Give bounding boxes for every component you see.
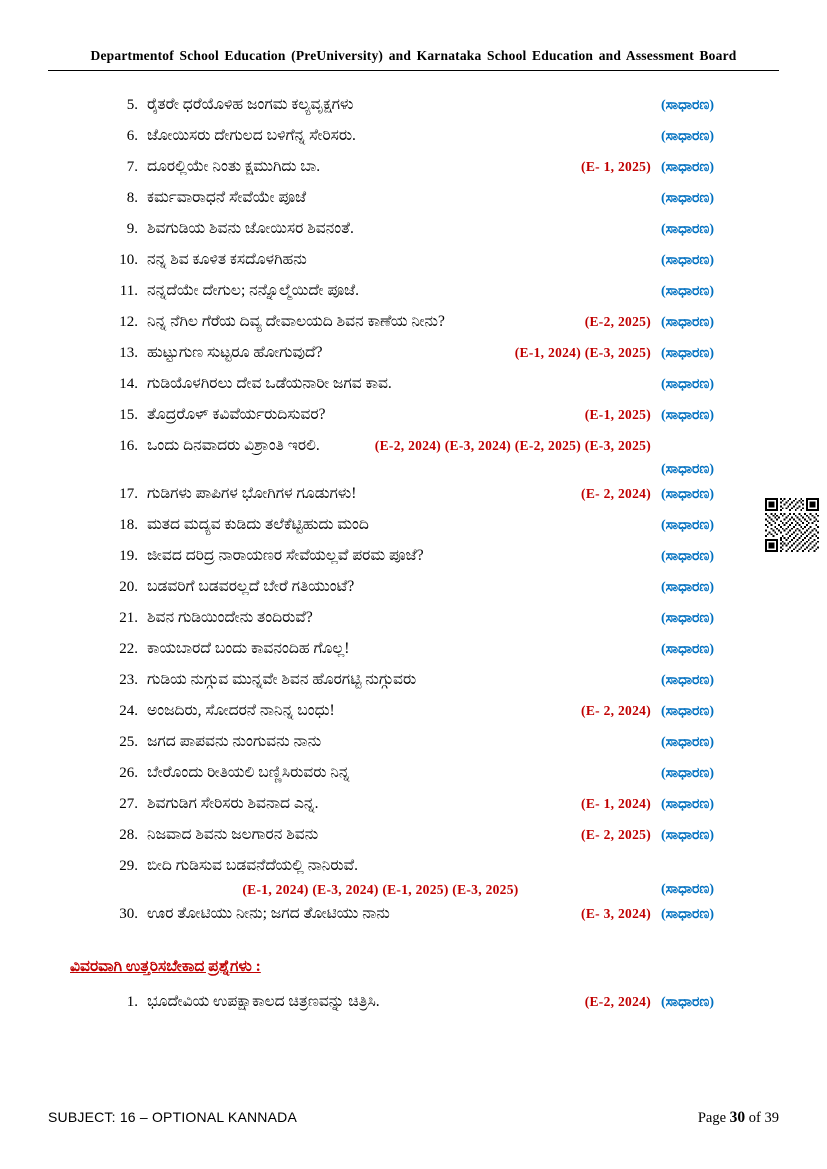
question-text: ಶಿವಗುಡಿಗ ಸೇರಿಸರು ಶಿವನಾದ ಎನ್ನ. bbox=[147, 795, 319, 812]
list-item-continuation bbox=[110, 462, 745, 478]
question-text: ಜೋಯಿಸರು ದೇಗುಲದ ಬಳಿಗೆನ್ನ ಸೇರಿಸರು. bbox=[147, 127, 356, 144]
list-item-continuation bbox=[110, 882, 745, 898]
question-codes: (E- 1, 2025) bbox=[581, 159, 651, 174]
question-codes: (E- 2, 2025) bbox=[581, 827, 651, 842]
page-footer bbox=[48, 1109, 779, 1127]
question-number: 13. bbox=[119, 345, 138, 361]
footer-page-number: 30 bbox=[729, 1109, 746, 1126]
question-number: 6. bbox=[126, 128, 138, 144]
question-number: 28. bbox=[119, 827, 138, 843]
list-item bbox=[110, 341, 745, 371]
question-text: ಗುಡಿಯೊಳಗಿರಲು ದೇವ ಒಡೆಯನಾರೀ ಜಗವ ಕಾವ. bbox=[147, 375, 392, 392]
question-level: (ಸಾಧಾರಣ) bbox=[661, 160, 715, 175]
question-number: 21. bbox=[119, 610, 138, 626]
question-text: ನಿನ್ನ ನೆಗಿಲ ಗೆರೆಯ ದಿವ್ಯ ದೇವಾಲಯದಿ ಶಿವನ ಕಾಣೆಯ ನೀನು? bbox=[147, 313, 445, 330]
question-text: ಗುಡಿಗಳು ಪಾಪಿಗಳ ಭೋಗಿಗಳ ಗೂಡುಗಳು! bbox=[147, 485, 357, 502]
question-codes-continued bbox=[110, 462, 661, 478]
question-level: (ಸಾಧಾರಣ) bbox=[661, 98, 715, 113]
question-text: ಕಾಯಬಾರದೆ ಬಂದು ಕಾವನಂದಿಹ ಗೊಲ್ಲ! bbox=[147, 640, 350, 657]
list-item bbox=[110, 990, 745, 1020]
question-text: ನಿಜವಾದ ಶಿವನು ಜಲಗಾರನ ಶಿವನು bbox=[147, 826, 319, 843]
question-level: (ಸಾಧಾರಣ) bbox=[661, 673, 715, 688]
question-text: ರೈತರೇ ಧರೆಯೊಳಿಹ ಜಂಗಮ ಕಲ್ಯವೃಕ್ಷಗಳು bbox=[147, 96, 354, 113]
list-item bbox=[110, 823, 745, 853]
question-text: ನನ್ನ ಶಿವ ಕೂಳಿತ ಕಸದೊಳಗಿಹನು bbox=[147, 251, 307, 268]
question-number: 14. bbox=[119, 376, 138, 392]
question-number: 26. bbox=[119, 765, 138, 781]
question-text: ಮತದ ಮದ್ಯವ ಕುಡಿದು ತಲೆಕೆಟ್ಟಿಹುದು ಮಂದಿ bbox=[147, 516, 369, 533]
question-level: (ಸಾಧಾರಣ) bbox=[661, 828, 715, 843]
question-number: 1. bbox=[126, 994, 138, 1010]
question-number: 20. bbox=[119, 579, 138, 595]
list-item bbox=[110, 372, 745, 402]
question-level: (ಸಾಧಾರಣ) bbox=[661, 995, 715, 1010]
list-item bbox=[110, 186, 745, 216]
question-level: (ಸಾಧಾರಣ) bbox=[661, 487, 715, 502]
question-number: 10. bbox=[119, 252, 138, 268]
list-item bbox=[110, 124, 745, 154]
question-number: 16. bbox=[119, 438, 138, 454]
question-text: ಅಂಜದಿರು, ಸೋದರನೆ ನಾನಿನ್ನ ಬಂಧು! bbox=[147, 702, 335, 719]
question-text: ಜೀವದ ದರಿದ್ರ ನಾರಾಯಣರ ಸೇವೆಯಲ್ಲವೆ ಪರಮ ಪೂಜೆ? bbox=[147, 547, 424, 564]
question-level: (ಸಾಧಾರಣ) bbox=[661, 377, 715, 392]
question-level: (ಸಾಧಾರಣ) bbox=[661, 518, 715, 533]
list-item bbox=[110, 854, 745, 884]
question-text: ಬೇರೊಂದು ರೀತಿಯಲಿ ಬಣ್ಣಿಸಿರುವರು ನಿನ್ನ bbox=[147, 764, 350, 781]
question-number: 9. bbox=[126, 221, 138, 237]
question-number: 18. bbox=[119, 517, 138, 533]
qr-code-icon bbox=[765, 498, 819, 552]
question-text: ಬಡವರಿಗೆ ಬಡವರಲ್ಲದೆ ಬೇರೆ ಗತಿಯುಂಟೆ? bbox=[147, 578, 355, 595]
list-item bbox=[110, 575, 745, 605]
question-level: (ಸಾಧಾರಣ) bbox=[661, 580, 715, 595]
question-codes: (E-2, 2024) (E-3, 2024) (E-2, 2025) (E-3, 2025) bbox=[374, 438, 651, 453]
list-item bbox=[110, 482, 745, 512]
question-level: (ಸಾಧಾರಣ) bbox=[661, 735, 715, 750]
question-number: 5. bbox=[126, 97, 138, 113]
section-heading: ವಿವರವಾಗಿ ಉತ್ತರಿಸಬೇಕಾದ ಪ್ರಶ್ನೆಗಳು : bbox=[70, 958, 261, 975]
question-codes: (E-1, 2025) bbox=[584, 407, 651, 422]
question-number: 8. bbox=[126, 190, 138, 206]
question-number: 29. bbox=[119, 858, 138, 874]
list-item bbox=[110, 792, 745, 822]
list-item bbox=[110, 248, 745, 278]
question-number: 23. bbox=[119, 672, 138, 688]
question-level: (ಸಾಧಾರಣ) bbox=[661, 462, 715, 477]
question-number: 27. bbox=[119, 796, 138, 812]
questions-list bbox=[48, 93, 779, 1020]
question-number: 15. bbox=[119, 407, 138, 423]
question-level: (ಸಾಧಾರಣ) bbox=[661, 191, 715, 206]
list-item bbox=[110, 668, 745, 698]
question-text: ಶಿವನ ಗುಡಿಯಿಂದೇನು ತಂದಿರುವೆ? bbox=[147, 609, 313, 626]
question-text: ಒಂದು ದಿನವಾದರು ವಿಶ್ರಾಂತಿ ಇರಲಿ. bbox=[147, 437, 320, 454]
question-number: 30. bbox=[119, 906, 138, 922]
question-codes: (E- 2, 2024) bbox=[581, 486, 651, 501]
question-level: (ಸಾಧಾರಣ) bbox=[661, 284, 715, 299]
list-item bbox=[110, 544, 745, 574]
question-level: (ಸಾಧಾರಣ) bbox=[661, 129, 715, 144]
question-number: 12. bbox=[119, 314, 138, 330]
list-item bbox=[110, 403, 745, 433]
question-number: 7. bbox=[126, 159, 138, 175]
list-item bbox=[110, 637, 745, 667]
question-text: ಬೀದಿ ಗುಡಿಸುವ ಬಡವನೆದೆಯಲ್ಲಿ ನಾನಿರುವೆ. bbox=[147, 857, 359, 874]
page-title: Departmentof School Education (PreUniversity) and Karnataka School Education and Assessment Board bbox=[90, 48, 737, 63]
question-codes: (E-1, 2024) (E-3, 2025) bbox=[514, 345, 651, 360]
question-number: 19. bbox=[119, 548, 138, 564]
question-text: ತೊದ್ರರೊಳ್ ಕವಿವೆರ್ಯರುದಿಸುವರ? bbox=[147, 406, 326, 423]
question-number: 24. bbox=[119, 703, 138, 719]
question-number: 25. bbox=[119, 734, 138, 750]
list-item bbox=[110, 310, 745, 340]
question-text: ಜಗದ ಪಾಪವನು ನುಂಗುವನು ನಾನು bbox=[147, 733, 322, 750]
list-item bbox=[110, 761, 745, 791]
footer-page-suffix: of 39 bbox=[745, 1110, 779, 1126]
footer-subject: SUBJECT: 16 – OPTIONAL KANNADA bbox=[48, 1109, 297, 1125]
list-item bbox=[110, 155, 745, 185]
list-item bbox=[110, 93, 745, 123]
question-level: (ಸಾಧಾರಣ) bbox=[661, 408, 715, 423]
question-level: (ಸಾಧಾರಣ) bbox=[661, 346, 715, 361]
list-item bbox=[110, 730, 745, 760]
question-level: (ಸಾಧಾರಣ) bbox=[661, 222, 715, 237]
question-text: ದೂರಲ್ಲಿಯೇ ನಿಂತು ಕ್ಷಮುಗಿದು ಬಾ. bbox=[147, 158, 321, 175]
question-text: ಕರ್ಮವಾರಾಧನೆ ಸೇವೆಯೇ ಪೂಜೆ bbox=[147, 189, 307, 206]
list-item bbox=[110, 434, 745, 464]
question-text: ಹುಟ್ಟುಗುಣ ಸುಟ್ಟರೂ ಹೋಗುವುದೆ? bbox=[147, 344, 323, 361]
list-item bbox=[110, 279, 745, 309]
question-codes: (E-2, 2025) bbox=[584, 314, 651, 329]
question-level: (ಸಾಧಾರಣ) bbox=[661, 611, 715, 626]
header-divider bbox=[48, 70, 779, 71]
question-level: (ಸಾಧಾರಣ) bbox=[661, 253, 715, 268]
question-level: (ಸಾಧಾರಣ) bbox=[661, 642, 715, 657]
footer-page-prefix: Page bbox=[697, 1110, 730, 1126]
question-level: (ಸಾಧಾರಣ) bbox=[661, 882, 715, 897]
question-text: ಊರ ತೋಟಿಯು ನೀನು; ಜಗದ ತೋಟಿಯು ನಾನು bbox=[147, 905, 390, 922]
question-codes-continued: (E-1, 2024) (E-3, 2024) (E-1, 2025) (E-3, 2025) bbox=[242, 882, 519, 897]
question-number: 22. bbox=[119, 641, 138, 657]
question-level: (ಸಾಧಾರಣ) bbox=[661, 907, 715, 922]
question-level: (ಸಾಧಾರಣ) bbox=[661, 549, 715, 564]
list-item bbox=[110, 513, 745, 543]
question-level: (ಸಾಧಾರಣ) bbox=[661, 315, 715, 330]
question-level: (ಸಾಧಾರಣ) bbox=[661, 766, 715, 781]
question-text: ಗುಡಿಯ ನುಗ್ಗುವ ಮುನ್ನವೇ ಶಿವನ ಹೊರಗಟ್ಟಿ ನುಗ್ಗುವರು bbox=[147, 671, 417, 688]
question-codes: (E- 2, 2024) bbox=[581, 703, 651, 718]
question-text: ನನ್ನದೆಯೇ ದೇಗುಲ; ನನ್ನೊಲ್ಮೆಯಿದೇ ಪೂಜೆ. bbox=[147, 282, 359, 299]
question-text: ಭೂದೇವಿಯ ಉಪಕ್ಷಾಕಾಲದ ಚಿತ್ರಣವನ್ನು ಚಿತ್ರಿಸಿ. bbox=[147, 993, 380, 1010]
question-codes: (E-2, 2024) bbox=[584, 994, 651, 1009]
question-codes: (E- 3, 2024) bbox=[581, 906, 651, 921]
list-item bbox=[110, 699, 745, 729]
question-codes: (E- 1, 2024) bbox=[581, 796, 651, 811]
question-number: 17. bbox=[119, 486, 138, 502]
list-item bbox=[110, 217, 745, 247]
question-text: ಶಿವಗುಡಿಯ ಶಿವನು ಜೋಯಿಸರ ಶಿವನಂತೆ. bbox=[147, 220, 354, 237]
question-level: (ಸಾಧಾರಣ) bbox=[661, 704, 715, 719]
list-item bbox=[110, 902, 745, 932]
footer-page bbox=[698, 1109, 779, 1127]
question-level: (ಸಾಧಾರಣ) bbox=[661, 797, 715, 812]
list-item bbox=[110, 606, 745, 636]
question-number: 11. bbox=[119, 283, 138, 299]
